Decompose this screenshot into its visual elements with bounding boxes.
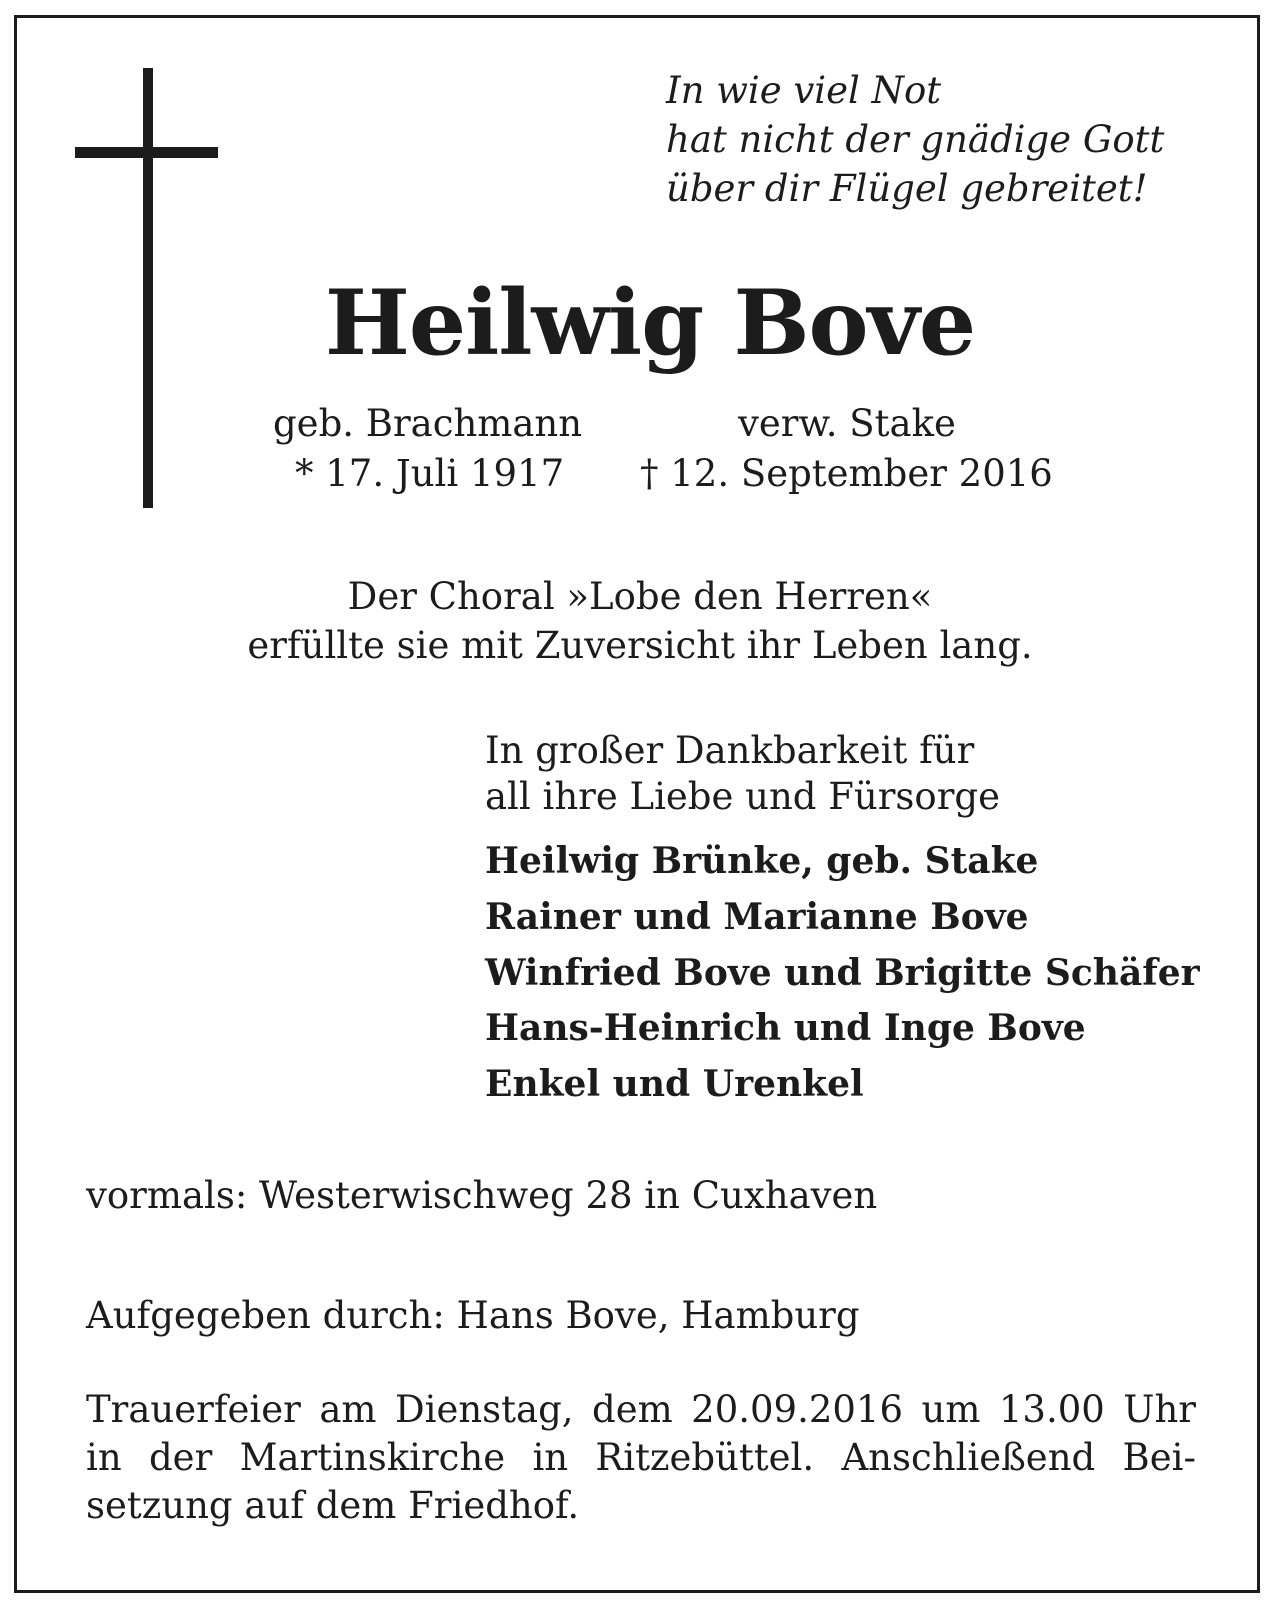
deceased-name: Heilwig Bove [324,270,976,376]
cross-icon-bar [75,147,218,158]
psalm-line: über dir Flügel gebreitet! [666,167,1148,210]
mourner-name: Heilwig Brünke, geb. Stake [485,840,1039,882]
psalm-line: In wie viel Not [666,69,942,112]
mourner-name: Rainer und Marianne Bove [485,896,1029,938]
mourner-name: Winfried Bove und Brigitte Schäfer [485,952,1200,994]
service-details [86,1386,1196,1530]
psalm-line: hat nicht der gnädige Gott [666,118,1165,161]
submitted-by: Aufgegeben durch: Hans Bove, Hamburg [86,1294,860,1337]
service-line: setzung auf dem Friedhof. [86,1484,580,1527]
former-address: vormals: Westerwischweg 28 in Cuxhaven [86,1174,878,1217]
quote-line: erfüllte sie mit Zuversicht ihr Leben lang. [247,624,1033,667]
gratitude-line: all ihre Liebe und Fürsorge [485,775,1000,818]
service-line: in der Martinskirche in Ritzebüttel. Anschließend Bei- [86,1436,1196,1479]
gratitude-line: In großer Dankbarkeit für [485,729,975,772]
quote-line: Der Choral »Lobe den Herren« [347,575,933,618]
widowed-name: verw. Stake [738,402,956,445]
birth-date: * 17. Juli 1917 [295,452,565,495]
mourner-name: Hans-Heinrich und Inge Bove [485,1007,1086,1049]
service-line: Trauerfeier am Dienstag, dem 20.09.2016 um 13.00 Uhr [86,1388,1196,1431]
mourner-name: Enkel und Urenkel [485,1063,864,1105]
born-name: geb. Brachmann [273,402,583,445]
death-date: † 12. September 2016 [640,452,1053,495]
psalm-verse [666,66,1164,213]
